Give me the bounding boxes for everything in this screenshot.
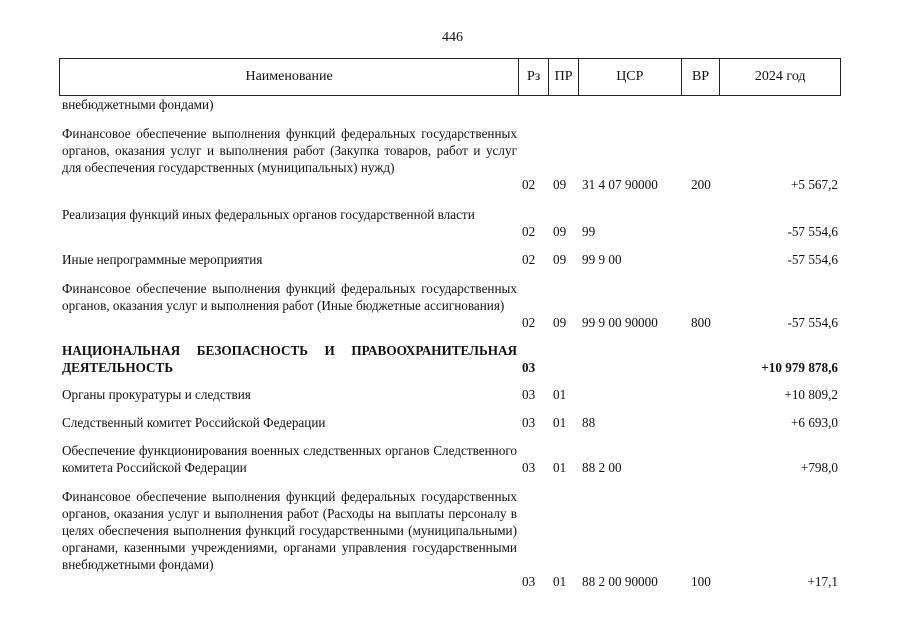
table-row <box>62 488 840 590</box>
row-csr: 99 <box>582 224 596 239</box>
table-row <box>62 414 840 431</box>
table-row <box>62 342 840 376</box>
row-rz: 02 <box>522 177 536 192</box>
header-name: Наименование <box>245 69 333 84</box>
header-csr: ЦСР <box>578 59 681 95</box>
row-pr: 09 <box>553 315 567 330</box>
row-pr: 09 <box>553 224 567 239</box>
row-rz: 03 <box>522 460 536 475</box>
row-name: Иные непрограммные мероприятия <box>62 252 263 267</box>
row-vr: 100 <box>691 574 711 589</box>
table-row <box>62 96 840 113</box>
row-pr: 01 <box>553 460 567 475</box>
table-row <box>62 251 840 268</box>
row-rz: 03 <box>522 574 536 589</box>
row-rz: 02 <box>522 315 536 330</box>
table-header <box>59 58 841 96</box>
table-row <box>62 386 840 403</box>
page-number: 446 <box>442 30 463 45</box>
row-name: Финансовое обеспечение выполнения функций федеральных государственных органов, оказания услуг и выполнения работ (Иные бюджетные ассигнования) <box>62 281 517 313</box>
row-sum: +10 809,2 <box>784 387 838 402</box>
row-rz: 03 <box>522 415 536 430</box>
header-pr: ПР <box>548 59 578 95</box>
header-vr: ВР <box>681 59 720 95</box>
header-year: 2024 год <box>719 59 840 95</box>
table-row <box>62 442 840 476</box>
row-csr: 99 9 00 <box>582 252 622 267</box>
row-rz: 02 <box>522 252 536 267</box>
row-csr: 31 4 07 90000 <box>582 177 658 192</box>
row-rz: 03 <box>522 360 536 375</box>
row-csr: 88 <box>582 415 596 430</box>
row-name: Органы прокуратуры и следствия <box>62 387 251 402</box>
row-sum: +798,0 <box>800 460 838 475</box>
row-sum: +6 693,0 <box>791 415 838 430</box>
row-name: Обеспечение функционирования военных следственных органов Следственного комитета Российской Федерации <box>62 443 517 475</box>
row-csr: 99 9 00 90000 <box>582 315 658 330</box>
row-name: Реализация функций иных федеральных органов государственной власти <box>62 207 475 222</box>
row-rz: 03 <box>522 387 536 402</box>
row-name: НАЦИОНАЛЬНАЯ БЕЗОПАСНОСТЬ И ПРАВООХРАНИТЕЛЬНАЯ ДЕЯТЕЛЬНОСТЬ <box>62 343 517 375</box>
table-row <box>62 280 840 331</box>
row-vr: 800 <box>691 315 711 330</box>
row-sum: -57 554,6 <box>787 224 838 239</box>
row-sum: -57 554,6 <box>787 252 838 267</box>
row-name: Следственный комитет Российской Федерации <box>62 415 326 430</box>
row-csr: 88 2 00 <box>582 460 622 475</box>
table-row <box>62 125 840 193</box>
row-pr: 09 <box>553 252 567 267</box>
row-sum: -57 554,6 <box>787 315 838 330</box>
row-name: внебюджетными фондами) <box>62 97 214 112</box>
row-sum: +17,1 <box>807 574 838 589</box>
row-sum: +5 567,2 <box>791 177 838 192</box>
row-name: Финансовое обеспечение выполнения функций федеральных государственных органов, оказания услуг и выполнения работ (Расходы на выплаты персоналу в целях обеспечения выполнения функций государственными (муниципальными) органами, казенными учреждениями, органами управления государственными внебюджетными фондами) <box>62 489 517 572</box>
header-rz: Рз <box>518 59 548 95</box>
row-pr: 01 <box>553 415 567 430</box>
row-sum: +10 979 878,6 <box>761 360 838 375</box>
row-pr: 01 <box>553 387 567 402</box>
row-name: Финансовое обеспечение выполнения функций федеральных государственных органов, оказания услуг и выполнения работ (Закупка товаров, работ и услуг для обеспечения государственных (муниципальных) нужд) <box>62 126 517 175</box>
table-row <box>62 206 840 240</box>
row-vr: 200 <box>691 177 711 192</box>
row-rz: 02 <box>522 224 536 239</box>
row-pr: 01 <box>553 574 567 589</box>
row-csr: 88 2 00 90000 <box>582 574 658 589</box>
row-pr: 09 <box>553 177 567 192</box>
